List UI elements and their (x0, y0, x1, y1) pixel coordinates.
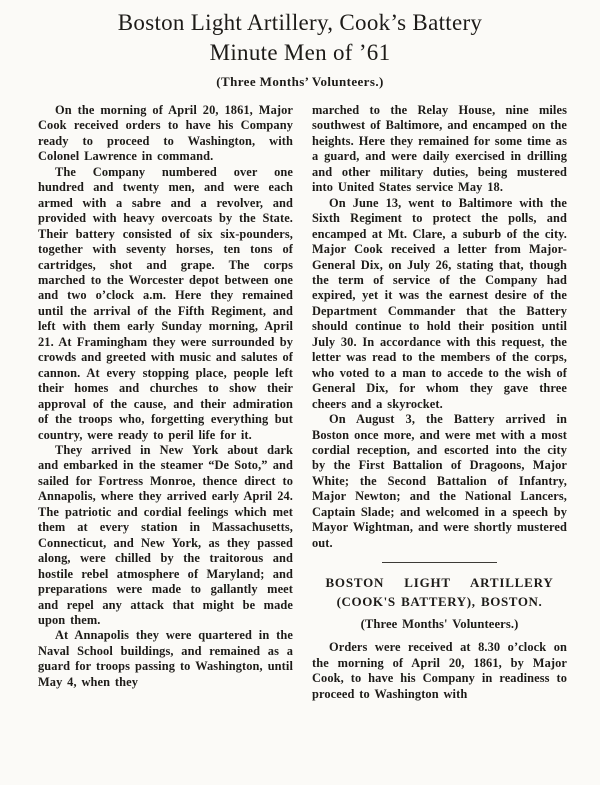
page-title-line1: Boston Light Artillery, Cook’s Battery (117, 10, 483, 35)
text-columns (0, 90, 600, 702)
page-subtitle: (Three Months’ Volunteers.) (216, 74, 384, 89)
section-subtitle: (Three Months' Volunteers.) (360, 617, 519, 632)
left-column (38, 103, 293, 702)
page-title-line2: Minute Men of ’61 (209, 40, 391, 65)
section-heading-line2: (COOK'S BATTERY), BOSTON. (336, 594, 543, 610)
document-header (0, 0, 600, 90)
paragraph: On August 3, the Battery arrived in Boston once more, and were met with a most cordial reception, and escorted into the city by the First Battalion of Dragoons, Major White; the Second Battalion of Infantry, Major Newton; and the National Lancers, Captain Slade; and welcomed in a speech by Mayor Wightman, and were shortly mustered out. (312, 412, 567, 550)
paragraph: On June 13, went to Baltimore with the Sixth Regiment to protect the polls, and encamped at Mt. Clare, a suburb of the city. Major Cook received a letter from Major-General Dix, on July 26, stating that, though the term of service of the Company had expired, yet it was the earnest desire of the Department Commander that the Battery should continue to hold their position until July 30. In accordance with this request, the letter was read to the members of the corps, who voted to a man to accede to the wish of General Dix, for whom they gave three cheers and a skyrocket. (312, 195, 567, 411)
paragraph: On the morning of April 20, 1861, Major Cook received orders to have his Company ready to proceed to Washington, with Colonel Lawrence in command. (38, 103, 293, 164)
section-heading (312, 573, 567, 611)
right-column (312, 103, 567, 702)
paragraph: The Company numbered over one hundred and twenty men, and were each armed with a sabre and a revolver, and provided with heavy overcoats by the State. Their battery consisted of six six-pounders, together with seventy horses, ten tons of cartridges, shot and grape. The corps marched to the Worcester depot between one and two o’clock a.m. Here they remained until the arrival of the Fifth Regiment, and left with them early Sunday morning, April 21. At Framingham they were surrounded by crowds and greeted with music and salutes of cannon. At every stopping place, people left their homes and churches to show their approval of the cause, and their admiration of the troops who, forgetting everything but country, were ready to peril life for it. (38, 164, 293, 442)
paragraph: At Annapolis they were quartered in the Naval School buildings, and remained as a guard for troops passing to Washington, until May 4, when they (38, 628, 293, 689)
paragraph: marched to the Relay House, nine miles southwest of Baltimore, and encamped on the heights. Here they remained for some time as a guard, and were daily exercised in drilling and other military duties, being mustered into United States service May 18. (312, 103, 567, 195)
section-divider (382, 562, 497, 563)
paragraph: Orders were received at 8.30 o’clock on the morning of April 20, 1861, by Major Cook, to have his Company in readiness to proceed to Washington with (312, 640, 567, 701)
section-heading-line1: BOSTON LIGHT ARTILLERY (325, 575, 554, 591)
paragraph: They arrived in New York about dark and embarked in the steamer “De Soto,” and sailed for Fortress Monroe, thence direct to Annapolis, where they arrived early April 24. The patriotic and cordial feelings which met them at every station in Massachusetts, Connecticut, and New York, as they passed along, were chilled by the traitorous and hostile rebel atmosphere of Maryland; and preparations were made to gallantly meet and repel any attack that might be made upon them. (38, 442, 293, 627)
